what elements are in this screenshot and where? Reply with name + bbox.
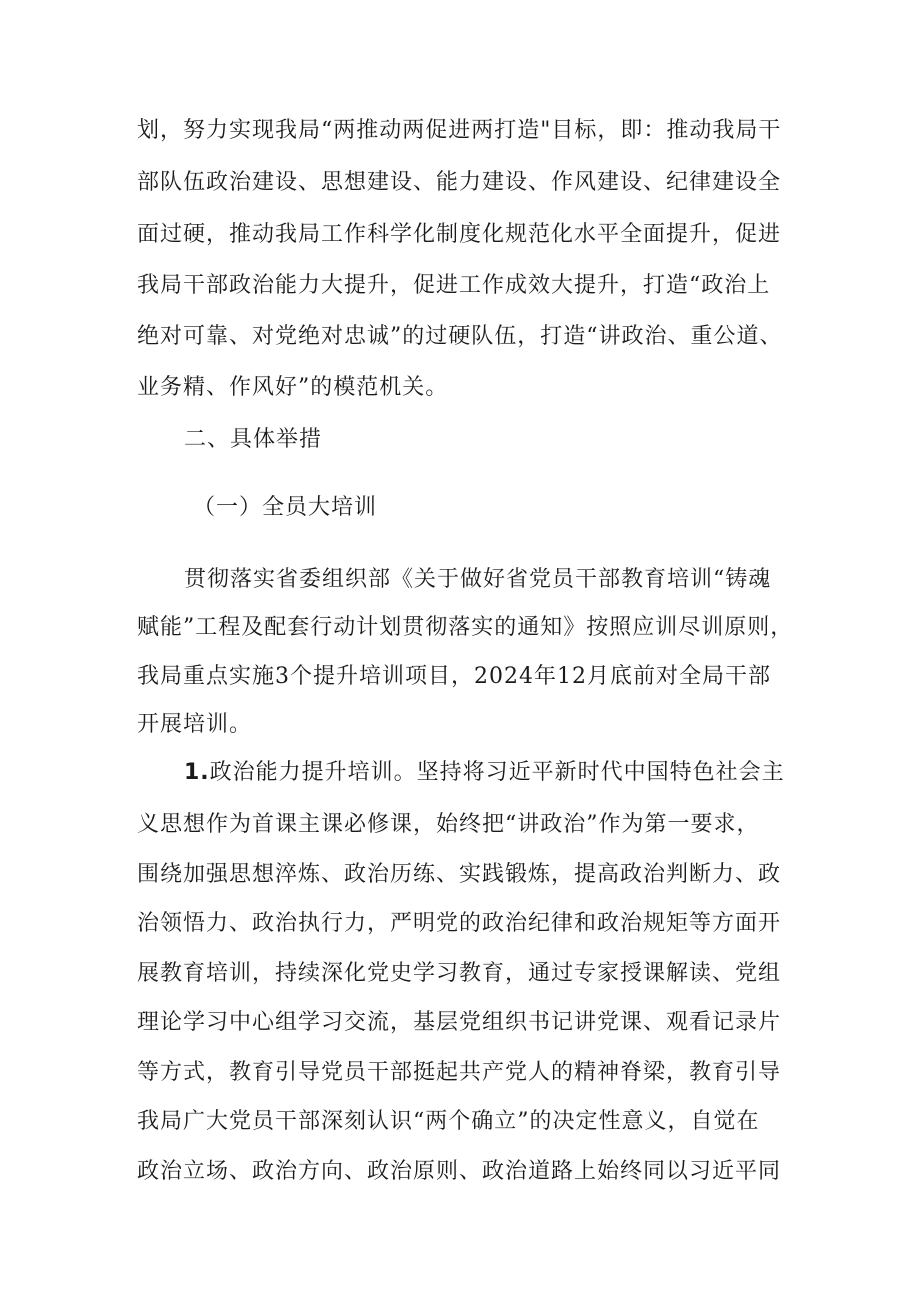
item-1-line-3: 围绕加强思想淬炼、政治历练、实践锻炼，提高政治判断力、政 <box>137 862 782 887</box>
paragraph-1-line-4: 我局干部政治能力大提升，促进工作成效大提升，打造“政治上 <box>137 273 771 298</box>
paragraph-2-line-2: 赋能”工程及配套行动计划贯彻落实的通知》按照应训尽训原则， <box>137 615 794 640</box>
subsection-heading: （一）全员大培训 <box>193 495 378 520</box>
item-1-line-6: 理论学习中心组学习交流，基层党组织书记讲党课、观看记录片 <box>137 1010 782 1035</box>
paragraph-2-line-3: 我局重点实施3个提升培训项目，2024年12月底前对全局干部 <box>137 664 771 689</box>
item-1-title-text: 政治能力提升培训。坚持将习近平新时代中国特色社会主 <box>209 760 785 785</box>
item-1-line-7: 等方式，教育引导党员干部挺起共产党人的精神脊梁，教育引导 <box>137 1060 782 1085</box>
paragraph-2-line-4: 开展培训。 <box>137 712 253 737</box>
paragraph-1-line-2: 部队伍政治建设、思想建设、能力建设、作风建设、纪律建设全 <box>137 170 782 195</box>
item-1-line-9: 政治立场、政治方向、政治原则、政治道路上始终同以习近平同 <box>137 1159 782 1184</box>
item-1-line-2: 义思想作为首课主课必修课，始终把“讲政治”作为第一要求， <box>137 812 760 837</box>
paragraph-1-line-1: 划，努力实现我局“两推动两促进两打造"目标，即：推动我局干 <box>137 118 782 143</box>
item-1-line-8: 我局广大党员干部深刻认识“两个确立”的决定性意义，自觉在 <box>137 1109 760 1134</box>
paragraph-1-line-3: 面过硬，推动我局工作科学化制度化规范化水平全面提升，促进 <box>137 222 782 247</box>
item-1-number: 1. <box>184 760 210 785</box>
paragraph-2-line-1: 贯彻落实省委组织部《关于做好省党员干部教育培训“铸魂 <box>184 567 772 592</box>
item-1-line-5: 展教育培训，持续深化党史学习教育，通过专家授课解读、党组 <box>137 961 782 986</box>
paragraph-1-line-6: 业务精、作风好”的模范机关。 <box>137 375 449 400</box>
section-heading: 二、具体举措 <box>184 427 323 452</box>
item-1-line-1 <box>184 758 785 788</box>
item-1-line-4: 治领悟力、政治执行力，严明党的政治纪律和政治规矩等方面开 <box>137 911 782 936</box>
paragraph-1-line-5: 绝对可靠、对党绝对忠诚”的过硬队伍，打造“讲政治、重公道、 <box>137 324 783 349</box>
